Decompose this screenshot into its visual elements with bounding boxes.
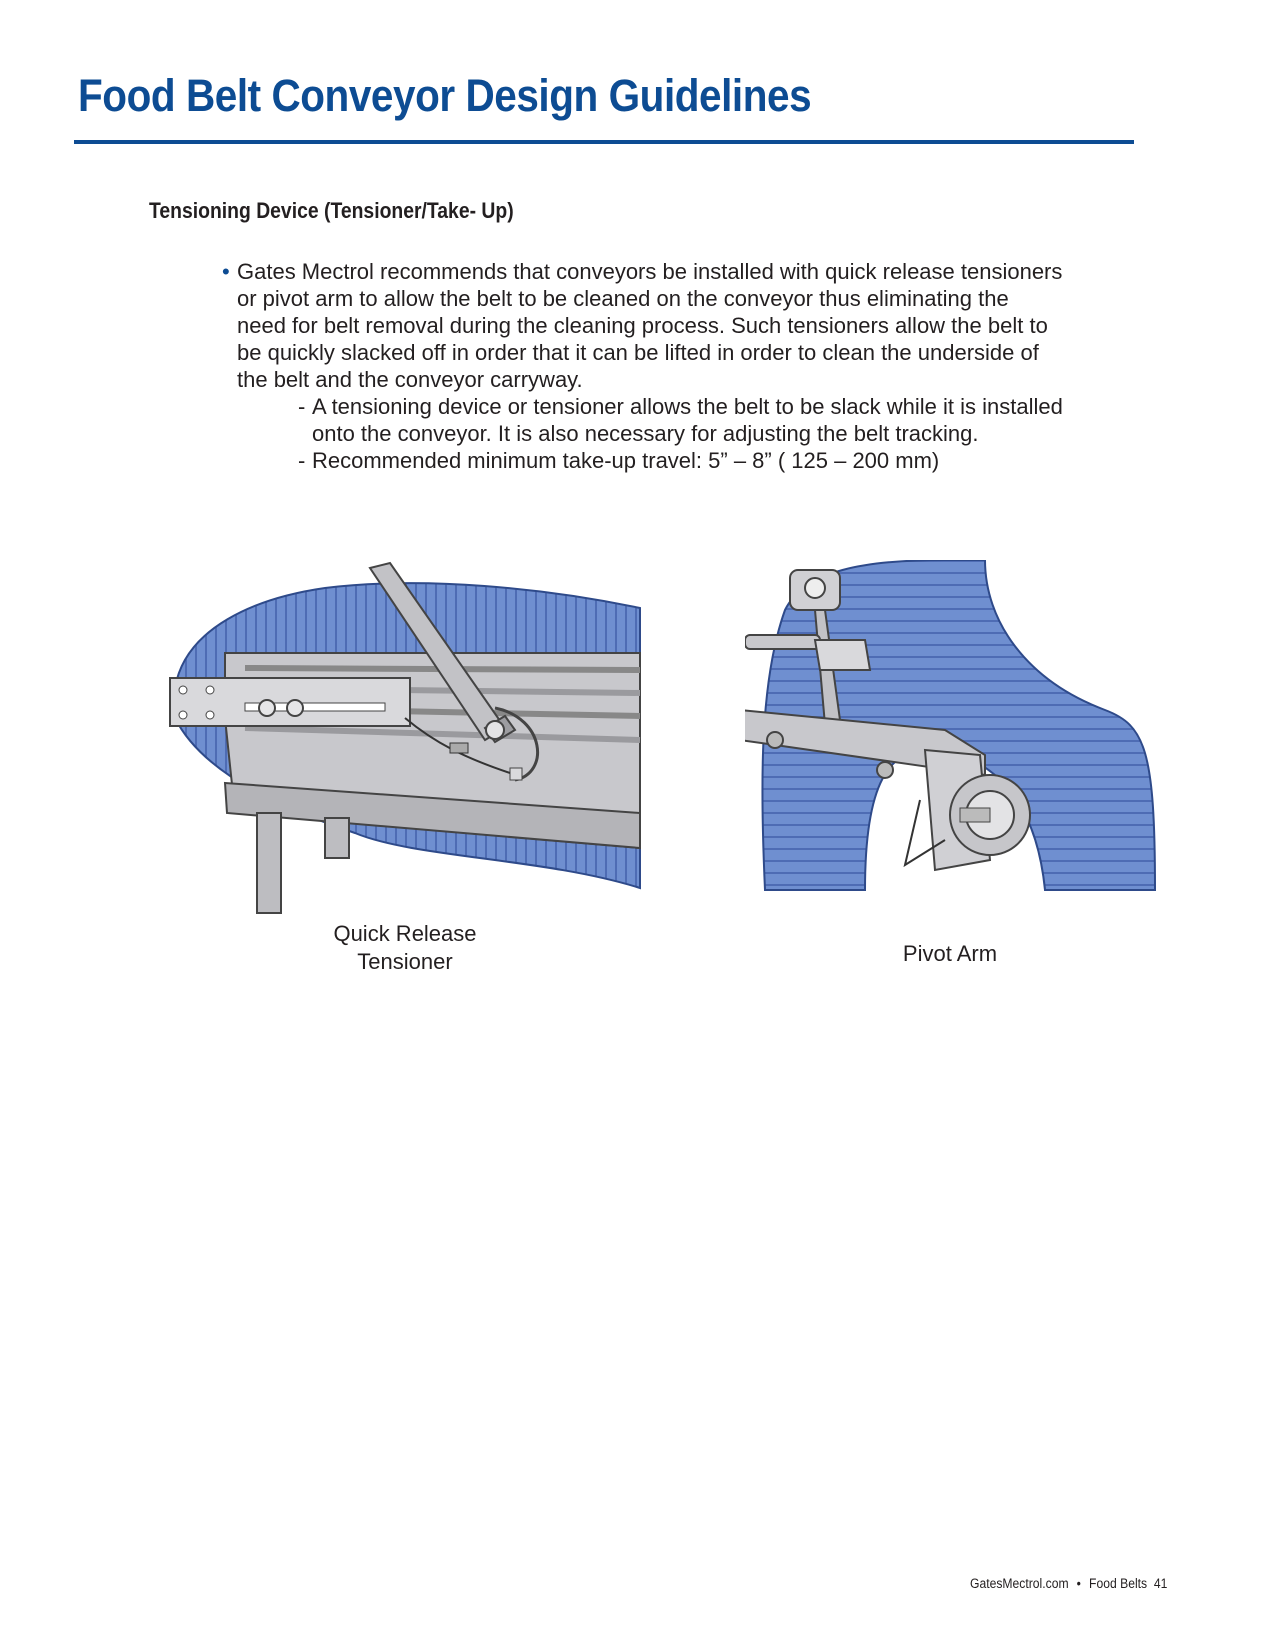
bullet-paragraph: [222, 258, 1162, 393]
quick-release-tensioner-illustration: [165, 558, 650, 918]
dash-icon: -: [298, 394, 306, 419]
page-title: Food Belt Conveyor Design Guidelines: [78, 70, 812, 121]
footer-section: Food Belts: [1089, 1576, 1148, 1591]
dash-icon: -: [298, 448, 306, 473]
caption-line: Tensioner: [357, 949, 453, 974]
caption-line: Quick Release: [333, 921, 477, 946]
sub-item-line: Recommended minimum take-up travel: 5” – 8” ( 125 – 200 mm): [312, 448, 940, 473]
sub-list: [298, 393, 1178, 474]
pivot-arm-illustration: [745, 560, 1170, 910]
sub-item-line: A tensioning device or tensioner allows the belt to be slack while it is installed: [312, 394, 1063, 419]
footer-separator: •: [1076, 1576, 1081, 1591]
bullet-line: Gates Mectrol recommends that conveyors be installed with quick release tensioners: [237, 259, 1063, 284]
title-rule: [74, 140, 1134, 144]
bullet-line: the belt and the conveyor carryway.: [237, 367, 583, 392]
bullet-line: or pivot arm to allow the belt to be cleaned on the conveyor thus eliminating the: [237, 286, 1009, 311]
bullet-line: be quickly slacked off in order that it can be lifted in order to clean the underside of: [237, 340, 1039, 365]
caption-quick-release-tensioner: [300, 920, 510, 976]
sub-item-line: onto the conveyor. It is also necessary for adjusting the belt tracking.: [312, 421, 979, 446]
bullet-dot-icon: •: [222, 259, 230, 284]
sub-item-tensioner: [298, 393, 1178, 447]
page-footer: [970, 1576, 1167, 1591]
footer-site: GatesMectrol.com: [970, 1576, 1069, 1591]
section-heading: Tensioning Device (Tensioner/Take- Up): [149, 198, 514, 223]
bullet-line: need for belt removal during the cleaning process. Such tensioners allow the belt to: [237, 313, 1048, 338]
page-number: 41: [1153, 1576, 1168, 1591]
caption-pivot-arm: Pivot Arm: [902, 941, 998, 966]
sub-item-take-up-travel: [298, 447, 1178, 474]
